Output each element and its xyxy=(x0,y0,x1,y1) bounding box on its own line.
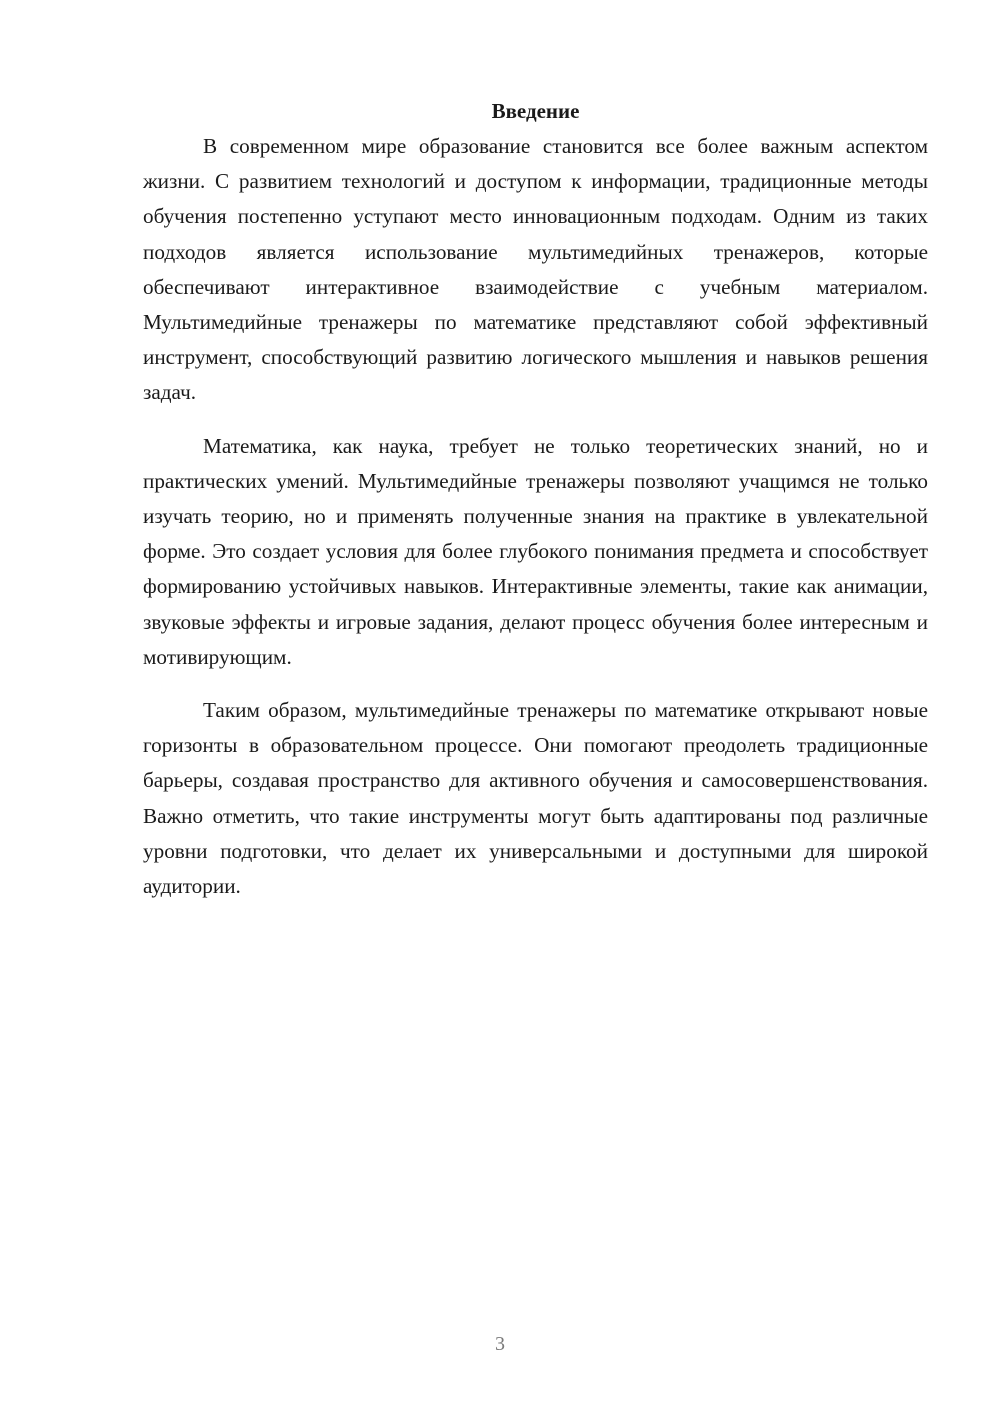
paragraph-2: Математика, как наука, требует не только теоретических знаний, но и практических умений. Мультимедийные тренажеры позволяют учащимся не только изучать теорию, но и применять полученные знания на практике в увлекательной форме. Это создает условия для более глубокого понимания предмета и способствует формированию устойчивых навыков. Интерактивные элементы, такие как анимации, звуковые эффекты и игровые задания, делают процесс обучения более интересным и мотивирующим. xyxy=(143,433,928,669)
page-number: 3 xyxy=(495,1333,505,1355)
page-content xyxy=(143,96,928,922)
section-title: Введение xyxy=(491,99,580,123)
paragraph-1: В современном мире образование становится все более важным аспектом жизни. С развитием технологий и доступом к информации, традиционные методы обучения постепенно уступают место инновационным подходам. Одним из таких подходов является использование мультимедийных тренажеров, которые обеспечивают интерактивное взаимодействие с учебным материалом. Мультимедийные тренажеры по математике представляют собой эффективный инструмент, способствующий развитию логического мышления и навыков решения задач. xyxy=(143,134,928,405)
paragraph-3: Таким образом, мультимедийные тренажеры по математике открывают новые горизонты в образовательном процессе. Они помогают преодолеть традиционные барьеры, создавая пространство для активного обучения и самосовершенствования. Важно отметить, что такие инструменты могут быть адаптированы под различные уровни подготовки, что делает их универсальными и доступными для широкой аудитории. xyxy=(143,698,928,899)
